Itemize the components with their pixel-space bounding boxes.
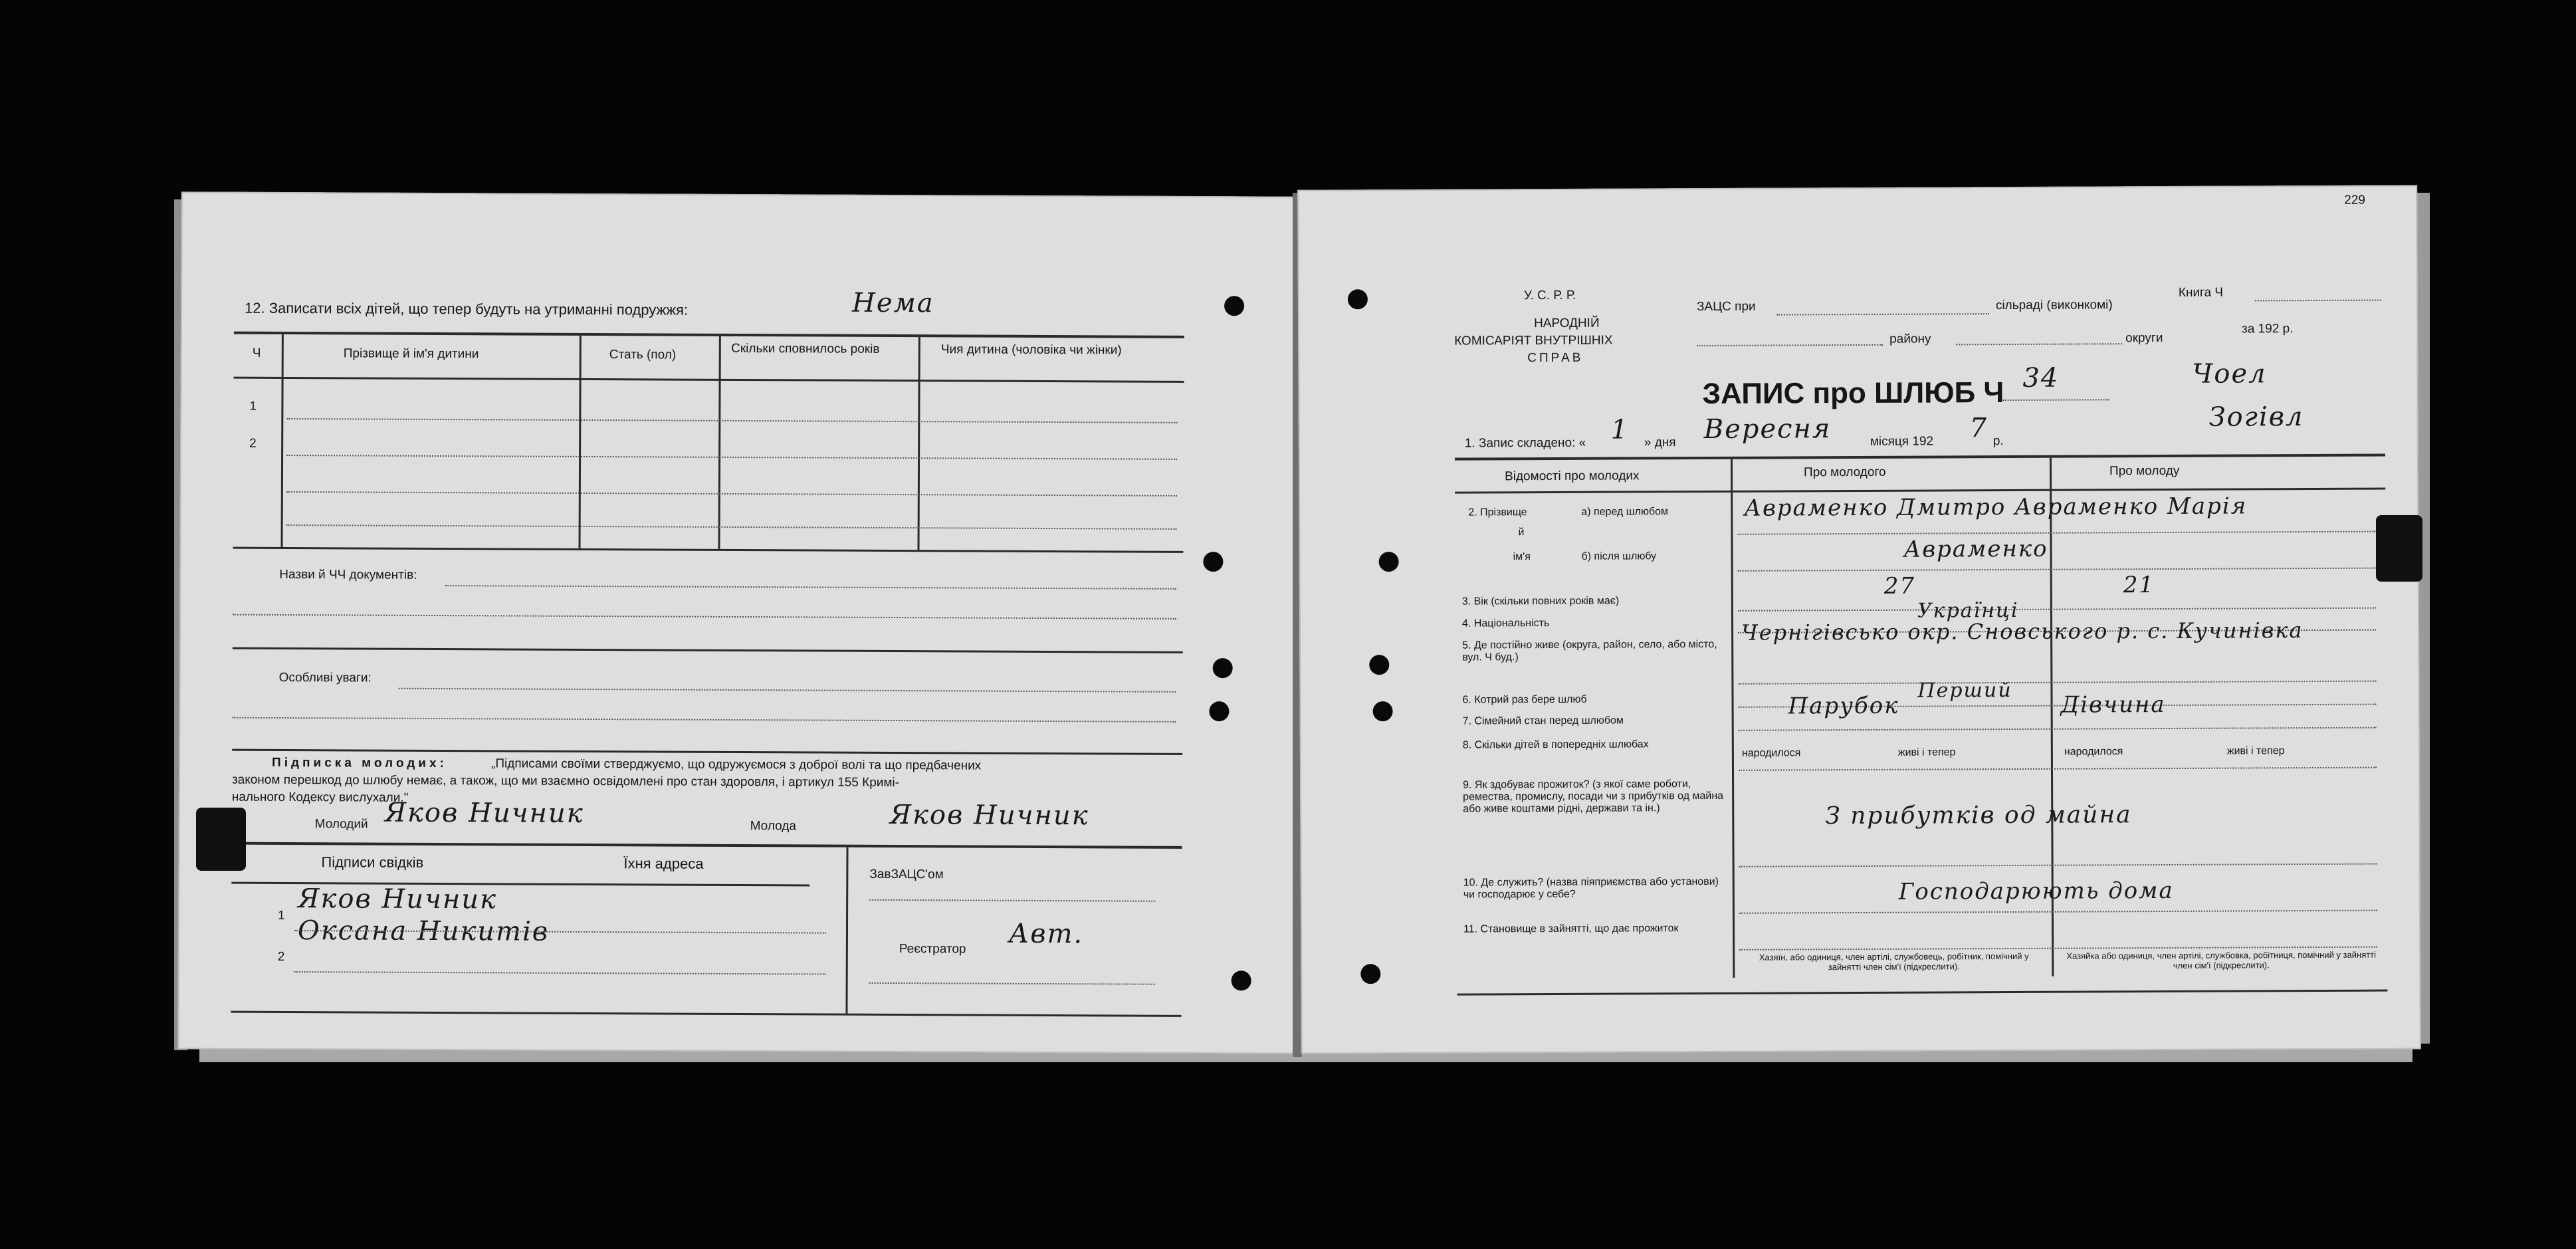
year-label: за 192 р. [2242,322,2294,336]
corner-note-2: Зогівл [2208,401,2304,433]
table-vline [917,337,920,550]
registrar-label: Реєстратор [899,942,966,957]
hw-age-groom: 27 [1883,572,1916,600]
village-council-label: сільраді (виконкомі) [1995,298,2113,313]
dotted-line [232,717,1176,723]
field-marital-status: 7. Сімейний стан перед шлюбом [1462,715,1624,727]
record-month-label: місяця 192 [1870,434,1934,449]
dotted-line [399,688,1176,693]
binding-hole [1232,970,1251,990]
dotted-line [1739,910,2377,914]
witness-1-signature: Яков Ничник [298,883,498,915]
record-made-label: 1. Запис складено: « [1464,435,1586,451]
witnesses-address-label: Їхня адреса [623,855,704,872]
rule [232,749,1182,755]
field-age: 3. Вік (скільки повних років має) [1461,595,1620,608]
record-day: 1 [1610,414,1630,445]
table-header-rule [234,377,1184,383]
col-whose-child: Чия дитина (чоловіка чи жінки) [940,342,1122,358]
item12-label: 12. Записати всіх дітей, що тепер будуть на утриманні подружжя: [245,299,689,318]
alive-label-groom: живі і тепер [1897,746,1956,758]
rule [233,647,1183,653]
documents-label: Назви й ЧЧ документів: [279,567,417,582]
witness-number: 2 [277,949,285,965]
corner-note-1: Чоел [2192,358,2267,390]
alive-label-bride: живі і тепер [2226,745,2285,757]
field-name: ім'я [1513,551,1531,563]
hw-surname-after: Авраменко [1903,535,2048,563]
record-month: Вересня [1703,413,1832,445]
field-surname-after: б) після шлюбу [1581,550,1657,562]
record-day-close: » дня [1644,435,1676,450]
hw-surnames: Авраменко Дмитро Авраменко Марія [1744,493,2248,522]
dotted-line [1738,568,2376,572]
left-page [177,191,1305,1054]
table-top-rule [234,332,1184,338]
zags-label: ЗАЦС при [1696,299,1756,314]
row-number: 1 [249,399,257,413]
rule [231,1011,1181,1017]
record-year-digit: 7 [1969,413,1988,444]
dotted-line [1738,608,2376,612]
table-bottom-rule [233,547,1183,553]
witness-number: 1 [278,908,285,923]
field-position: 11. Становище в зайнятті, що дає прожиток [1463,923,1679,935]
divider [845,848,848,1014]
dotted-line [445,585,1176,590]
table-vline [718,336,720,549]
commissariat-line-1: НАРОДНІЙ [1534,316,1600,331]
zavzags-label: ЗавЗАЦС'ом [869,867,944,882]
rule [232,842,1182,849]
hw-work: Господарюють дома [1898,877,2174,905]
dotted-line [869,899,1155,902]
dotted-line [1776,313,1989,315]
binding-hole [1369,655,1389,675]
page-clip [2376,515,2422,582]
born-label-bride: народилося [2064,746,2123,758]
col-child-name: Прізвище й ім'я дитини [343,346,479,362]
hw-times-married: Перший [1917,678,2012,703]
field-income: 9. Як здобуває прожиток? (з якої саме роботи, ремества, промислу, посади чи з прибутків од майна або живе коштами рідні, держави та ін.) [1463,778,1724,815]
table-dotted-row [286,491,1177,497]
dotted-line [1956,343,2122,345]
hw-residence: Чернігівсько окр. Сновського р. с. Кучинівка [1741,618,2304,645]
signature-text-3: нального Кодексу вислухали." [231,790,409,805]
record-title: ЗАПИС про ШЛЮБ Ч [1702,376,2004,411]
page-number: 229 [2344,193,2366,207]
commissariat-line-2: КОМІСАРІЯТ ВНУТРІШНІХ [1454,333,1613,348]
rule [1455,454,2385,461]
hw-status-groom: Парубок [1788,692,1899,720]
table-dotted-row [286,455,1177,460]
field-children: 8. Скільки дітей в попередніх шлюбах [1462,738,1649,751]
col-age: Скільки сповнилось років [731,341,880,356]
dotted-line [233,614,1176,620]
col-sex: Стать (пол) [609,348,677,362]
col-info-header: Відомості про молодих [1505,469,1640,484]
record-year-r: р. [1992,434,2004,449]
dotted-line [1739,767,2377,771]
raion-label: району [1889,332,1931,346]
table-vline [578,336,581,548]
binding-hole [1373,701,1393,721]
table-dotted-row [286,418,1177,423]
dotted-line [1697,344,1883,346]
footnote-bride: Хазяйка або одиниця, член артілі, службовка, робітниця, помічний у зайнятті член сім'ї (підкреслити). [2066,949,2377,970]
born-label-groom: народилося [1741,747,1801,759]
witnesses-signature-label: Підписи свідків [321,853,424,871]
commissariat-line-3: СПРАВ [1527,350,1584,366]
signature-text-2: законом перешкод до шлюбу немає, а також, що ми взаємно освідомлені про стан здоровля, і артикул 155 Кримі- [231,772,900,790]
okruha-label: округи [2125,331,2163,346]
ussr-header: У. С. Р. Р. [1523,288,1576,303]
hw-age-bride: 21 [2123,572,2155,599]
bride-label: Молода [750,819,797,834]
table-vline [280,334,283,547]
field-surname-before: а) перед шлюбом [1581,506,1669,518]
hw-status-bride: Дівчина [2060,691,2166,719]
field-and: й [1518,526,1525,538]
binding-hole [1348,289,1368,309]
remarks-label: Особливі уваги: [278,670,372,685]
binding-hole [1360,964,1380,984]
dotted-line [869,982,1155,985]
dotted-line [1738,681,2376,685]
item12-handwritten: Нема [852,287,934,319]
table-dotted-row [286,524,1177,530]
page-clip [196,808,246,871]
field-times-married: 6. Котрий раз бере шлюб [1462,693,1587,706]
rule [1457,990,2387,996]
signature-text-1: „Підписами своїми стверджуємо, що одружуємося з доброї волі та що предбачених [491,756,982,773]
dotted-line [1739,727,2377,731]
book-label: Книга Ч [2178,285,2224,300]
field-nationality: 4. Національність [1461,618,1550,629]
binding-hole [1213,658,1233,678]
hw-income: З прибутків од майна [1825,801,2132,830]
groom-signature: Яков Ничник [384,797,584,829]
col-bride-header: Про молоду [2109,463,2180,479]
binding-hole [1224,296,1244,316]
witness-2-signature: Оксана Никитів [297,915,550,947]
field-residence: 5. Де постійно живе (округа, район, село, або місто, вул. Ч буд.) [1462,638,1717,663]
col-number: Ч [252,346,261,360]
row-number: 2 [249,436,257,451]
col-groom-header: Про молодого [1803,465,1886,480]
record-number: 34 [2022,362,2060,394]
dotted-line [294,971,826,974]
hw-nationality: Українці [1917,598,2019,623]
binding-hole [1203,552,1223,572]
registrar-signature: Авт. [1008,918,1084,950]
right-page [1297,185,2421,1054]
dotted-line [2255,300,2381,302]
binding-hole [1379,552,1399,572]
dotted-line [2003,399,2109,401]
table-vline [1731,459,1735,978]
bride-signature: Яков Ничник [889,799,1089,832]
signature-heading: Підписка молодих: [272,755,447,771]
field-surname: 2. Прізвище [1468,507,1527,518]
footnote-groom: Хазяїн, або одиниця, член артілі, службовець, робітник, помічний у зайнятті член сім'ї (підкреслити). [1759,951,2029,972]
dotted-line [1737,531,2375,535]
binding-hole [1209,701,1229,721]
dotted-line [1739,863,2377,867]
groom-label: Молодий [314,817,368,832]
field-workplace: 10. Де служить? (назва пiяприємства або установи) чи господарює у себе? [1463,875,1719,901]
